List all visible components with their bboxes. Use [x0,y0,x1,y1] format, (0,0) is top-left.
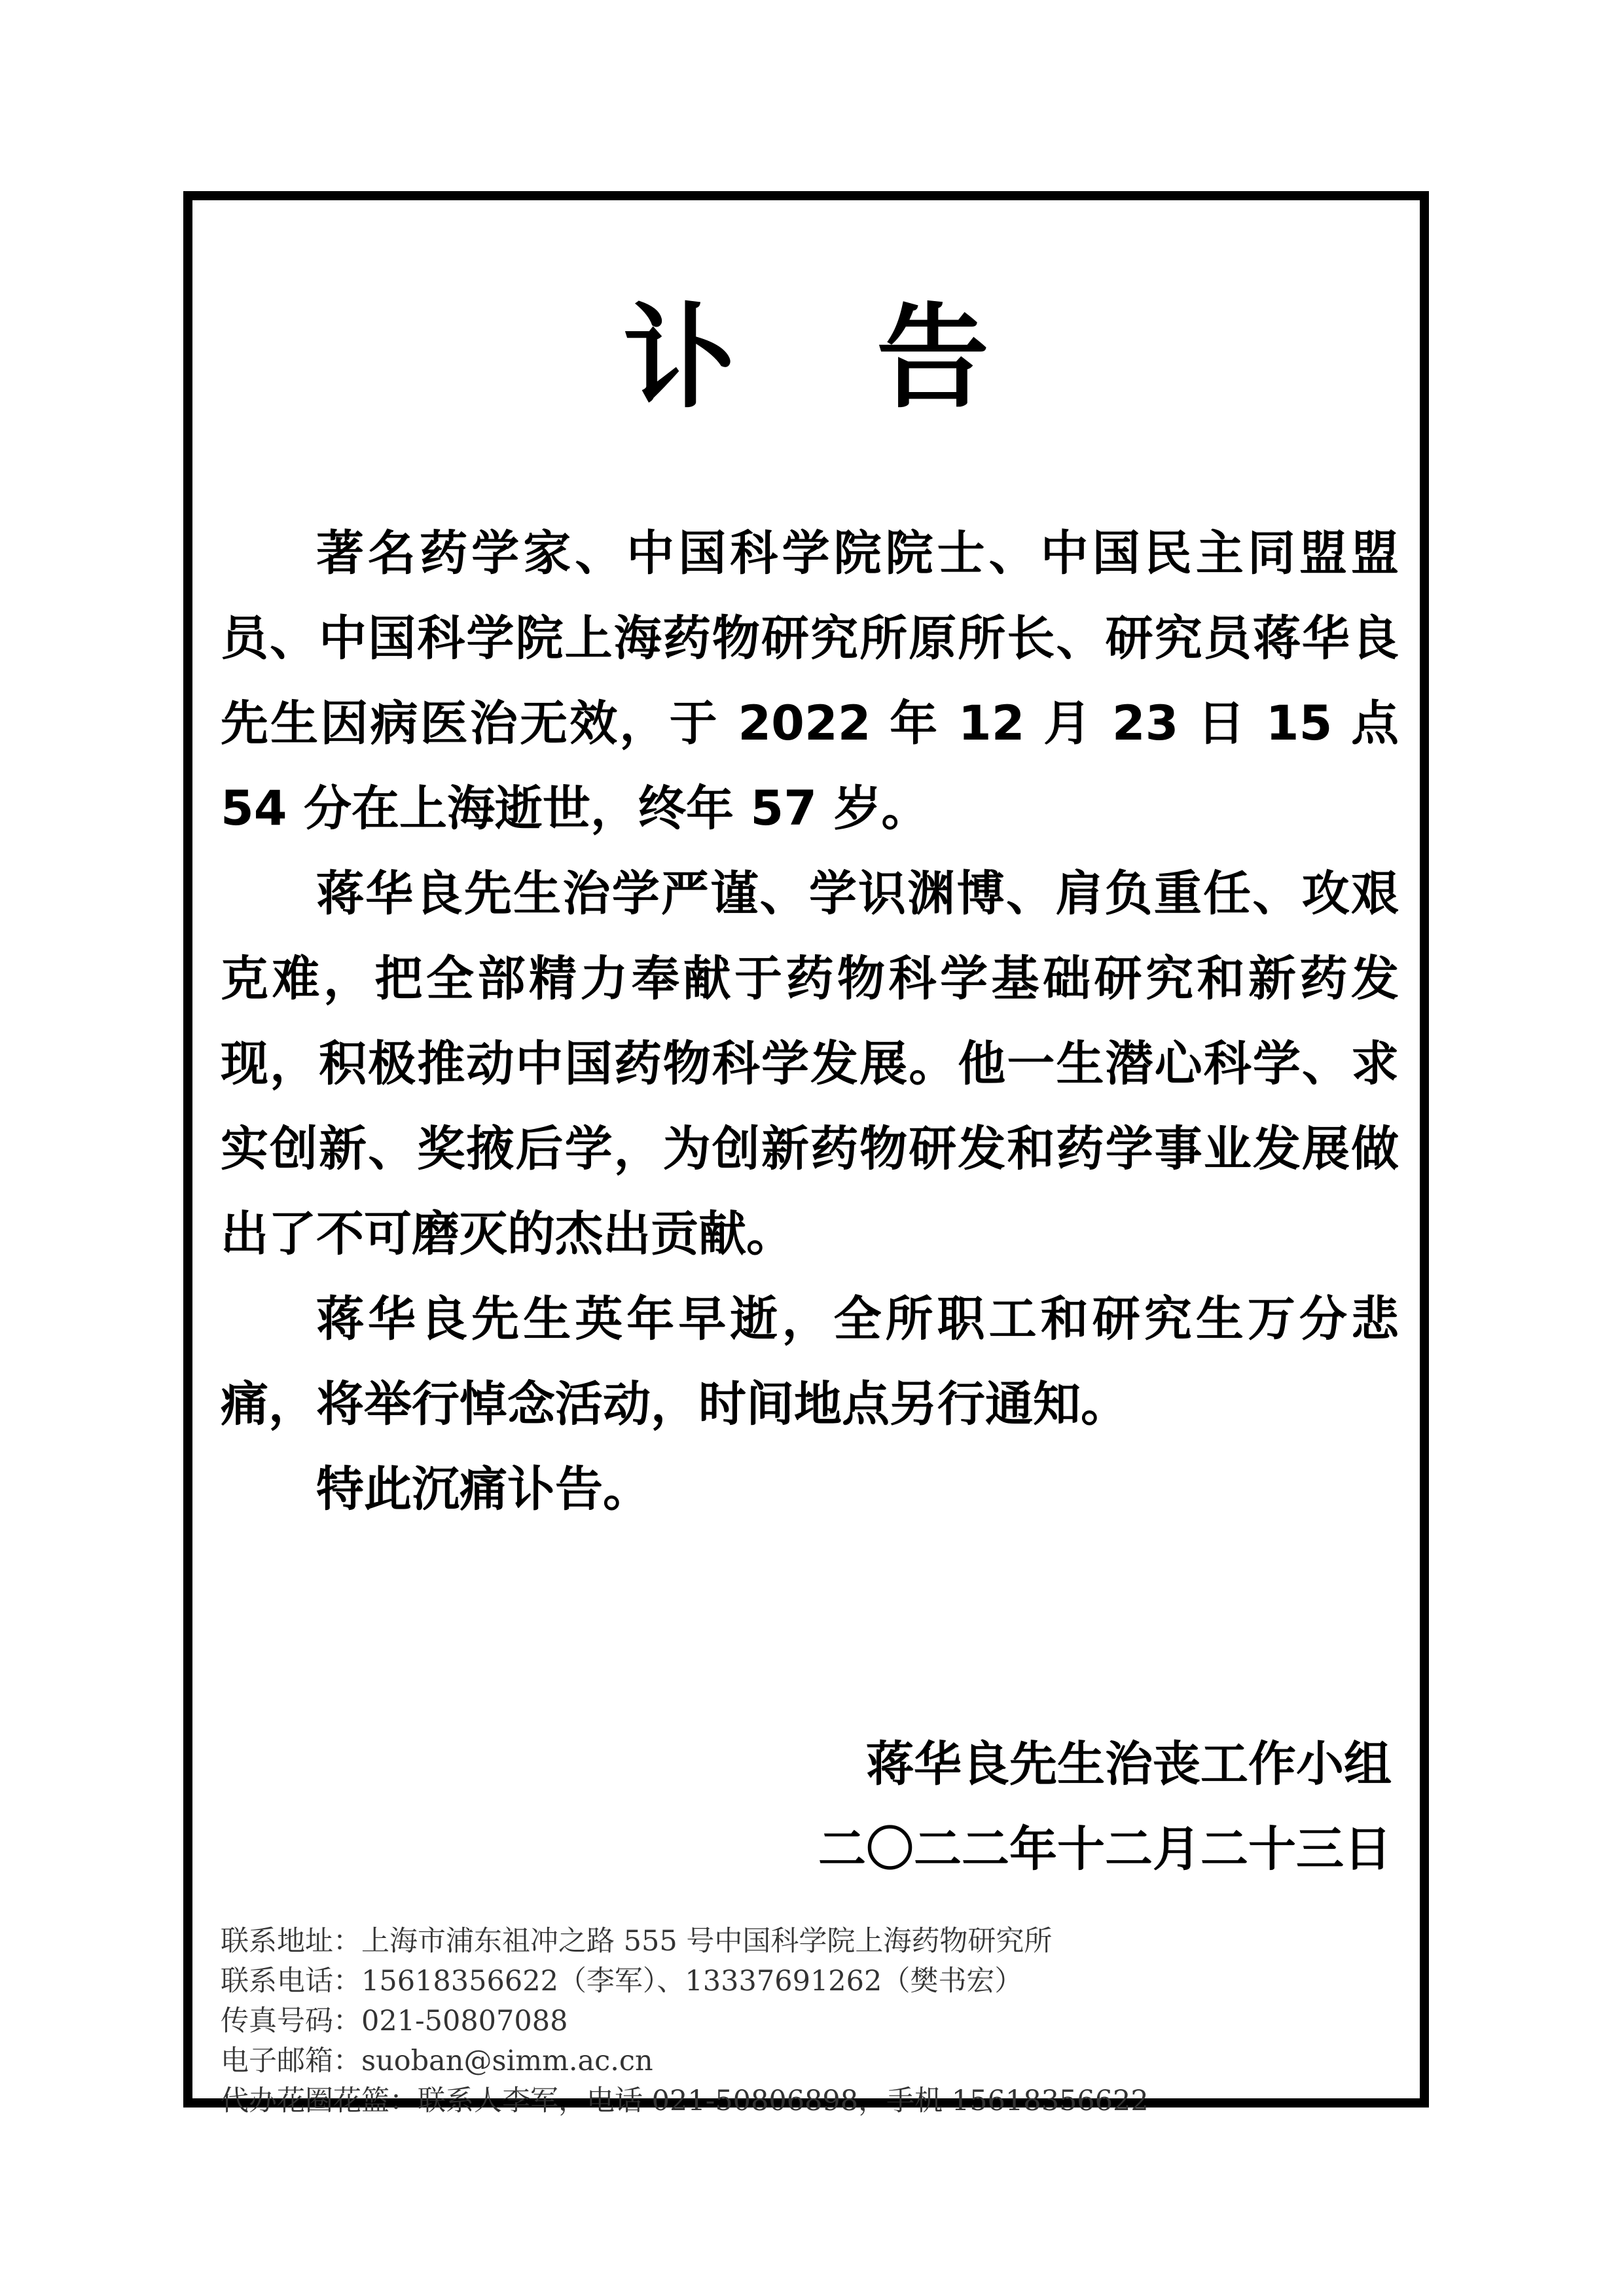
contact-info [221,1922,1149,2121]
paragraph-closing: 特此沉痛讣告。 [316,1462,651,1517]
title-char-2: 告 [876,292,989,423]
paragraph-contributions: 蒋华良先生治学严谨、学识渊博、肩负重任、攻艰克难，把全部精力奉献于药物科学基础研究和新药发现，积极推动中国药物科学发展。他一生潜心科学、求实创新、奖掖后学，为创新药物研发和药学事业发展做出了不可磨灭的杰出贡献。 [221,866,1399,1262]
contact-phone: 联系电话：15618356622（李军）、13337691262（樊书宏） [221,1965,1023,1998]
contact-wreath: 代办花圈花篮：联系人李军，电话 021-50806898，手机 15618356622 [221,2085,1149,2117]
paragraph-announcement: 著名药学家、中国科学院院士、中国民主同盟盟员、中国科学院上海药物研究所原所长、研究员蒋华良先生因病医治无效，于 2022 年 12 月 23 日 15 点 54 分在上海逝世，终年 57 岁。 [221,526,1399,836]
contact-address: 联系地址：上海市浦东祖冲之路 555 号中国科学院上海药物研究所 [221,1925,1053,1958]
contact-fax: 传真号码：021-50807088 [221,2005,568,2037]
obituary-body [221,511,1399,1532]
signature-organization: 蒋华良先生治丧工作小组 [866,1736,1392,1792]
signature-block [818,1722,1392,1892]
signature-date: 二〇二二年十二月二十三日 [818,1821,1392,1877]
obituary-frame [183,191,1429,2117]
title-char-1: 讣 [623,292,736,423]
contact-email: 电子邮箱：suoban@simm.ac.cn [221,2045,653,2077]
page-title [192,292,1420,423]
paragraph-memorial: 蒋华良先生英年早逝，全所职工和研究生万分悲痛，将举行悼念活动，时间地点另行通知。 [221,1291,1399,1432]
